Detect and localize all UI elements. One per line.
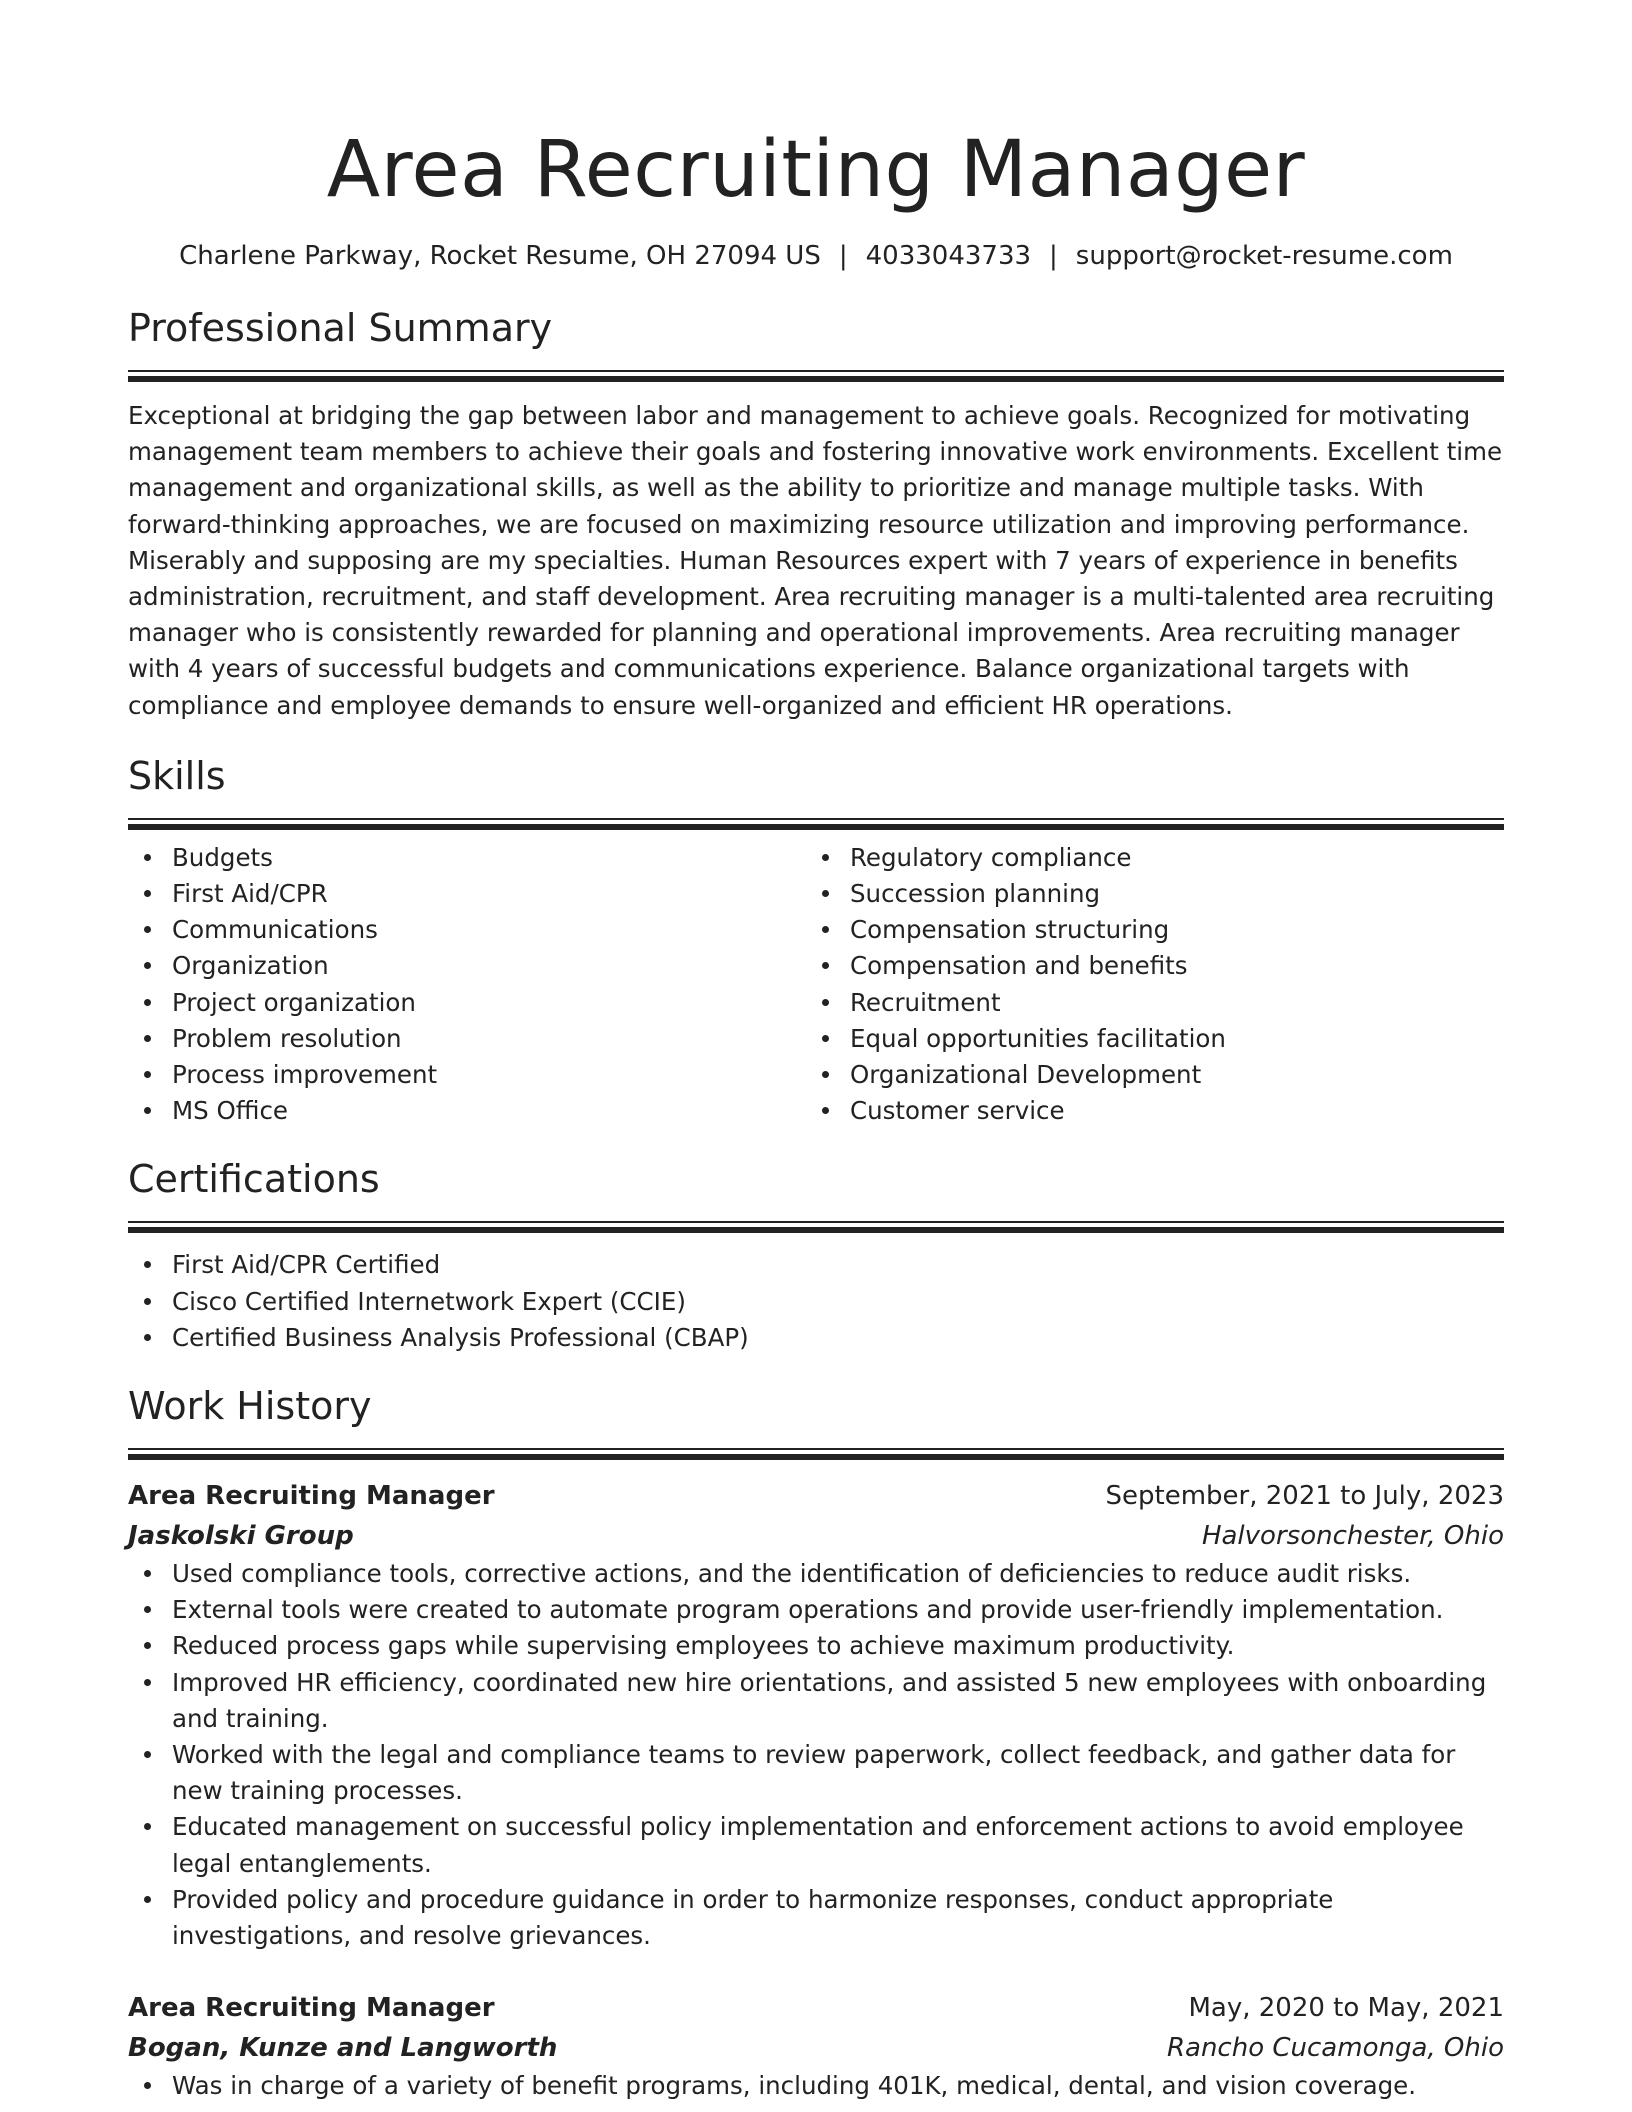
skill-item: Regulatory compliance (806, 840, 1484, 876)
section-divider (128, 370, 1504, 382)
skill-item: Organizational Development (806, 1057, 1484, 1093)
contact-separator: | (838, 241, 848, 271)
section-title-skills: Skills (128, 753, 226, 798)
job-entry (128, 1476, 1504, 1954)
job-bullets (128, 2068, 1504, 2104)
skill-item: MS Office (128, 1093, 806, 1129)
job-bullets (128, 1556, 1504, 1954)
skill-item: Communications (128, 912, 806, 948)
skill-item: Process improvement (128, 1057, 806, 1093)
summary-section (128, 304, 1504, 724)
job-header (128, 1476, 1504, 1516)
skill-item: Compensation and benefits (806, 948, 1484, 984)
skills-section (128, 752, 1504, 1130)
skills-grid (128, 840, 1504, 1130)
skill-item: Project organization (128, 985, 806, 1021)
job-dates: September, 2021 to July, 2023 (1105, 1481, 1504, 1512)
job-location: Halvorsonchester, Ohio (1201, 1521, 1504, 1552)
job-title: Area Recruiting Manager (128, 1481, 495, 1512)
job-dates: May, 2020 to May, 2021 (1188, 1993, 1504, 2024)
job-company: Bogan, Kunze and Langworth (128, 2033, 558, 2064)
work-history-section (128, 1382, 1504, 2104)
skills-column-left (128, 840, 806, 1130)
skill-item: Compensation structuring (806, 912, 1484, 948)
skill-item: Organization (128, 948, 806, 984)
section-divider (128, 1448, 1504, 1460)
job-bullet: Improved HR efficiency, coordinated new hire orientations, and assisted 5 new employees with onboarding and training. (128, 1665, 1504, 1737)
skill-item: Recruitment (806, 985, 1484, 1021)
section-divider (128, 1221, 1504, 1233)
certification-item: Cisco Certified Internetwork Expert (CCIE) (128, 1284, 1504, 1320)
summary-text: Exceptional at bridging the gap between labor and management to achieve goals. Recognized for motivating management team members to achieve their goals and fostering innovative work environments. Excellent time management and organizational skills, as well as the ability to prioritize and manage multiple tasks. With forward-thinking approaches, we are focused on maximizing resource utilization and improving performance. Miserably and supposing are my specialties. Human Resources expert with 7 years of experience in benefits administration, recruitment, and staff development. Area recruiting manager is a multi-talented area recruiting manager who is consistently rewarded for planning and operational improvements. Area recruiting manager with 4 years of successful budgets and communications experience. Balance organizational targets with compliance and employee demands to ensure well-organized and efficient HR operations. (128, 401, 1503, 720)
skill-item: Customer service (806, 1093, 1484, 1129)
skill-item: Budgets (128, 840, 806, 876)
job-subheader (128, 1516, 1504, 1556)
section-title-certifications: Certifications (128, 1157, 380, 1202)
job-bullet: Educated management on successful policy implementation and enforcement actions to avoid employee legal entanglements. (128, 1809, 1504, 1881)
job-bullet: Was in charge of a variety of benefit programs, including 401K, medical, dental, and vision coverage. (128, 2068, 1504, 2104)
section-title-summary: Professional Summary (128, 306, 553, 350)
contact-address: Charlene Parkway, Rocket Resume, OH 27094 US (179, 241, 821, 271)
job-bullet: Reduced process gaps while supervising employees to achieve maximum productivity. (128, 1628, 1504, 1664)
job-location: Rancho Cucamonga, Ohio (1166, 2033, 1504, 2064)
job-subheader (128, 2028, 1504, 2068)
resume-title: Area Recruiting Manager (326, 125, 1306, 215)
resume-page (128, 0, 1504, 2105)
job-bullet: External tools were created to automate program operations and provide user-friendly implementation. (128, 1592, 1504, 1628)
skill-item: Succession planning (806, 876, 1484, 912)
skills-column-right (806, 840, 1484, 1130)
job-title: Area Recruiting Manager (128, 1993, 495, 2024)
job-bullet: Provided policy and procedure guidance in order to harmonize responses, conduct appropriate investigations, and resolve grievances. (128, 1882, 1504, 1954)
job-bullet: Worked with the legal and compliance teams to review paperwork, collect feedback, and gather data for new training processes. (128, 1737, 1504, 1809)
job-entry (128, 1988, 1504, 2104)
skill-item: First Aid/CPR (128, 876, 806, 912)
contact-phone: 4033043733 (865, 241, 1032, 271)
contact-separator: | (1049, 241, 1058, 271)
certifications-section (128, 1155, 1504, 1356)
certification-item: Certified Business Analysis Professional (CBAP) (128, 1320, 1504, 1356)
contact-email: support@rocket-resume.com (1075, 241, 1453, 271)
job-company: Jaskolski Group (128, 1521, 354, 1552)
certification-item: First Aid/CPR Certified (128, 1247, 1504, 1283)
skill-item: Equal opportunities facilitation (806, 1021, 1484, 1057)
job-bullet: Used compliance tools, corrective actions, and the identification of deficiencies to reduce audit risks. (128, 1556, 1504, 1592)
section-divider (128, 818, 1504, 830)
skill-item: Problem resolution (128, 1021, 806, 1057)
contact-line (128, 238, 1504, 274)
section-title-work-history: Work History (128, 1384, 372, 1429)
certifications-list (128, 1247, 1504, 1356)
job-header (128, 1988, 1504, 2028)
